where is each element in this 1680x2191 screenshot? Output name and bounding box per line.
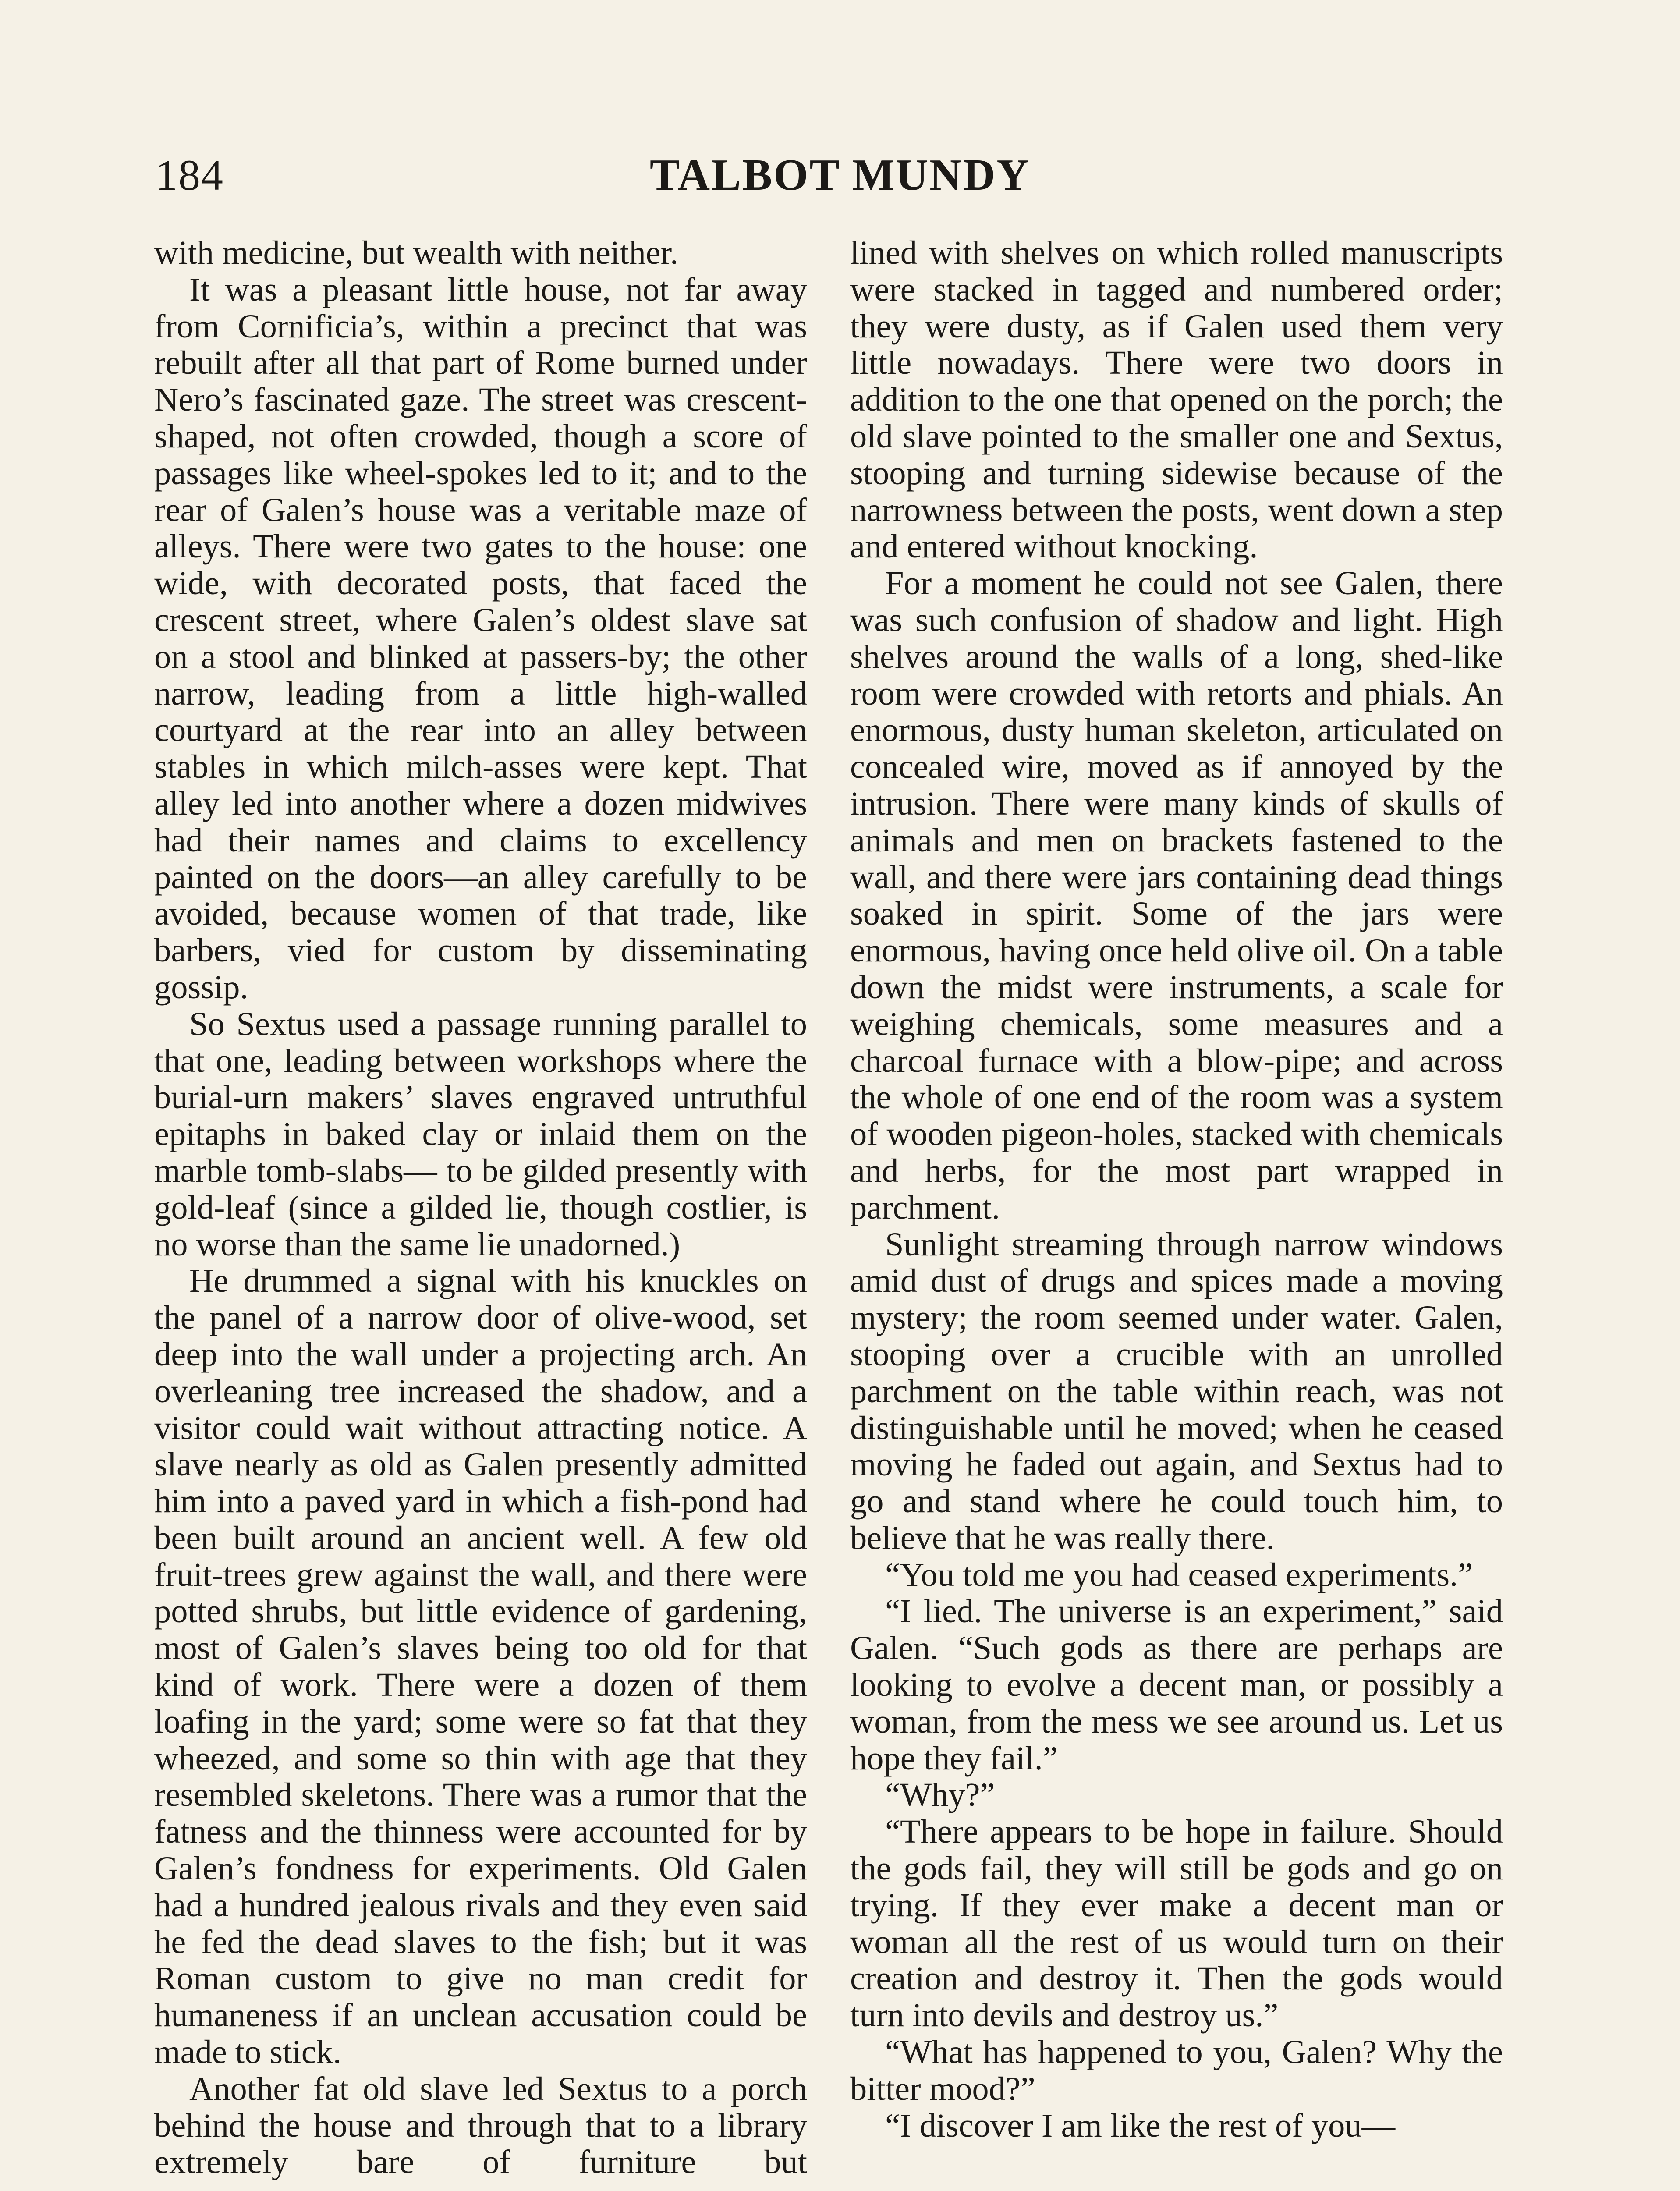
paragraph: “There appears to be hope in failure. Should the gods fail, they will still be gods and go on trying. If they ever make a decent man or woman all the rest of us would turn on their creation and destroy it. Then the gods would turn into devils and destroy us.”	[850, 1813, 1503, 2034]
paragraph: Another fat old slave led Sextus to a porch behind the house and through that to a library extremely bare of furniture but	[154, 2070, 807, 2181]
paragraph: lined with shelves on which rolled manuscripts were stacked in tagged and numbered order; they were dusty, as if Galen used them very little nowadays. There were two doors in addition to the one that opened on the porch; the old slave pointed to the smaller one and Sextus, stooping and turning sidewise because of the narrowness between the posts, went down a step and entered without knocking.	[850, 234, 1503, 565]
running-head: TALBOT MUNDY	[649, 150, 1031, 200]
left-column	[154, 234, 807, 2180]
paragraph: “I lied. The universe is an experiment,” said Galen. “Such gods as there are perhaps are looking to evolve a decent man, or possibly a woman, from the mess we see around us. Let us hope they fail.”	[850, 1592, 1503, 1777]
paragraph: “Why?”	[885, 1776, 995, 1814]
paragraph: For a moment he could not see Galen, there was such confusion of shadow and light. High shelves around the walls of a long, shed-like room were crowded with retorts and phials. An enormous, dusty human skeleton, articulated on concealed wire, moved as if annoyed by the intrusion. There were many kinds of skulls of animals and men on brackets fastened to the wall, and there were jars containing dead things soaked in spirit. Some of the jars were enormous, having once held olive oil. On a table down the midst were instruments, a scale for weighing chemicals, some measures and a charcoal furnace with a blow-pipe; and across the whole of one end of the room was a system of wooden pigeon-holes, stacked with chemicals and herbs, for the most part wrapped in parchment.	[850, 564, 1503, 1226]
paragraph: “What has happened to you, Galen? Why the bitter mood?”	[850, 2033, 1503, 2107]
paragraph: “You told me you had ceased experiments.”	[885, 1556, 1473, 1593]
page-header	[0, 145, 1680, 206]
paragraph: It was a pleasant little house, not far away from Cornificia’s, within a precinct that was rebuilt after all that part of Rome burned under Nero’s fascinated gaze. The street was crescent-shaped, not often crowded, though a score of passages like wheel-spokes led to it; and to the rear of Galen’s house was a veritable maze of alleys. There were two gates to the house: one wide, with decorated posts, that faced the crescent street, where Galen’s oldest slave sat on a stool and blinked at passers-by; the other narrow, leading from a little high-walled courtyard at the rear into an alley between stables in which milch-asses were kept. That alley led into another where a dozen midwives had their names and claims to excellency painted on the doors—an alley carefully to be avoided, because women of that trade, like barbers, vied for custom by disseminating gossip.	[154, 270, 807, 1006]
paragraph: Sunlight streaming through narrow windows amid dust of drugs and spices made a moving mystery; the room seemed under water. Galen, stooping over a crucible with an unrolled parchment on the table within reach, was not distinguishable until he moved; when he ceased moving he faded out again, and Sextus had to go and stand where he could touch him, to believe that he was really there.	[850, 1225, 1503, 1556]
page-number: 184	[156, 151, 224, 199]
paragraph: He drummed a signal with his knuckles on the panel of a narrow door of olive-wood, set deep into the wall under a projecting arch. An overleaning tree increased the shadow, and a visitor could wait without attracting notice. A slave nearly as old as Galen presently admitted him into a paved yard in which a fish-pond had been built around an ancient well. A few old fruit-trees grew against the wall, and there were potted shrubs, but little evidence of gardening, most of Galen’s slaves being too old for that kind of work. There were a dozen of them loafing in the yard; some were so fat that they wheezed, and some so thin with age that they resembled skeletons. There was a rumor that the fatness and the thinness were accounted for by Galen’s fondness for experiments. Old Galen had a hundred jealous rivals and they even said he fed the dead slaves to the fish; but it was Roman custom to give no man credit for humaneness if an unclean accusation could be made to stick.	[154, 1262, 807, 2071]
paragraph: “I discover I am like the rest of you—	[885, 2106, 1396, 2144]
right-column	[850, 234, 1503, 2144]
paragraph: So Sextus used a passage running parallel to that one, leading between workshops where the burial-urn makers’ slaves engraved untruthful epitaphs in baked clay or inlaid them on the marble tomb-slabs— to be gilded presently with gold-leaf (since a gilded lie, though costlier, is no worse than the same lie unadorned.)	[154, 1005, 807, 1263]
paragraph: with medicine, but wealth with neither.	[154, 234, 679, 271]
